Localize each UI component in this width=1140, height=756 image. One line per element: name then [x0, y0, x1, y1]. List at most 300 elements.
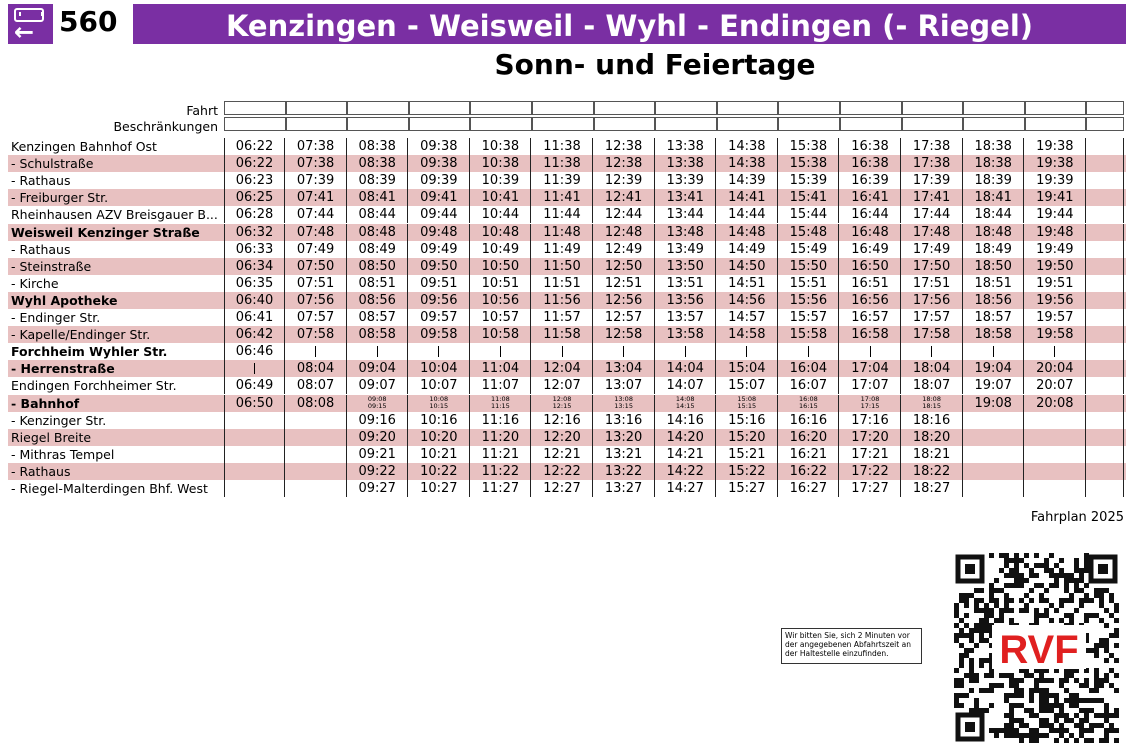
departure-time: 19:38 — [1025, 138, 1086, 155]
departure-time: 07:38 — [286, 155, 347, 172]
departure-time: 10:58 — [470, 326, 531, 343]
restriction-cell — [902, 117, 964, 131]
departure-time: 15:48 — [778, 224, 839, 241]
departure-time: 14:44 — [717, 206, 778, 223]
departure-time — [1086, 309, 1124, 326]
departure-time: 09:38 — [409, 155, 470, 172]
stop-name: - Riegel-Malterdingen Bhf. West — [11, 481, 208, 496]
departure-time: 17:39 — [902, 172, 963, 189]
departure-time: 12:51 — [594, 275, 655, 292]
table-row — [8, 292, 1126, 309]
departure-time: 14:38 — [717, 138, 778, 155]
departure-time: 14:50 — [717, 258, 778, 275]
departure-time: 11:51 — [532, 275, 593, 292]
departure-time: 14:21 — [655, 446, 716, 463]
departure-time: 18:16 — [902, 412, 963, 429]
departure-time: 13:50 — [655, 258, 716, 275]
departure-time: 13:21 — [594, 446, 655, 463]
departure-time — [1086, 377, 1124, 394]
departure-time: 17:04 — [840, 360, 901, 377]
departure-time: 11:48 — [532, 224, 593, 241]
departure-time: 08:39 — [347, 172, 408, 189]
line-number: 560 — [53, 4, 133, 44]
departure-time: 06:46 — [224, 343, 285, 360]
table-row — [8, 463, 1126, 480]
restriction-cell — [347, 117, 409, 131]
departure-time: 17:56 — [902, 292, 963, 309]
departure-time: 15:44 — [778, 206, 839, 223]
departure-time: 18:38 — [963, 155, 1024, 172]
departure-time: 18:39 — [963, 172, 1024, 189]
departure-time: 10:44 — [470, 206, 531, 223]
departure-time: 06:25 — [224, 189, 285, 206]
pass-through-mark — [902, 343, 963, 360]
departure-time: 16:16 — [778, 412, 839, 429]
departure-time — [1086, 429, 1124, 446]
fahrt-cell — [409, 101, 471, 115]
departure-time: 15:50 — [778, 258, 839, 275]
departure-time: 12:57 — [594, 309, 655, 326]
departure-time — [1086, 224, 1124, 241]
fahrt-cell — [224, 101, 286, 115]
stop-name: Kenzingen Bahnhof Ost — [11, 139, 157, 154]
departure-time: 17:16 — [840, 412, 901, 429]
departure-time: 13:58 — [655, 326, 716, 343]
departure-time: 14:38 — [717, 155, 778, 172]
departure-time: 06:49 — [224, 377, 285, 394]
departure-time: 06:33 — [224, 241, 285, 258]
departure-time: 12:58 — [594, 326, 655, 343]
departure-time: 07:48 — [286, 224, 347, 241]
departure-time: 14:57 — [717, 309, 778, 326]
departure-time: 09:07 — [347, 377, 408, 394]
departure-time: 15:16 — [717, 412, 778, 429]
restriction-cell — [286, 117, 348, 131]
stop-name: Weisweil Kenzinger Straße — [11, 224, 200, 240]
restriction-cell — [409, 117, 471, 131]
departure-time: 14:41 — [717, 189, 778, 206]
departure-time: 10:50 — [470, 258, 531, 275]
departure-time — [286, 429, 347, 446]
pass-through-icon — [500, 346, 501, 357]
departure-time: 09:38 — [409, 138, 470, 155]
departure-time: 08:07 — [286, 377, 347, 394]
departure-time: 17:51 — [902, 275, 963, 292]
departure-time: 11:07 — [470, 377, 531, 394]
departure-time: 13:38 — [655, 155, 716, 172]
stop-name: - Kenzinger Str. — [11, 412, 107, 428]
departure-time: 12:44 — [594, 206, 655, 223]
departure-time: 15:57 — [778, 309, 839, 326]
departure-time — [286, 446, 347, 463]
pass-through-icon — [315, 346, 316, 357]
departure-time: 16:04 — [778, 360, 839, 377]
departure-time — [1086, 155, 1124, 172]
departure-time: 16:57 — [840, 309, 901, 326]
pass-through-icon — [438, 346, 439, 357]
stop-name: - Mithras Tempel — [11, 446, 115, 462]
departure-time: 20:04 — [1025, 360, 1086, 377]
departure-time: 18:27 — [902, 480, 963, 497]
departure-time: 13:51 — [655, 275, 716, 292]
departure-time: 16:20 — [778, 429, 839, 446]
departure-time: 10:41 — [470, 189, 531, 206]
departure-time: 12:27 — [532, 480, 593, 497]
back-to-route[interactable] — [8, 4, 50, 44]
stop-name: - Bahnhof — [11, 395, 80, 411]
table-row — [8, 155, 1126, 172]
table-row — [8, 360, 1126, 377]
departure-time: 16:56 — [840, 292, 901, 309]
departure-time — [1086, 326, 1124, 343]
departure-time — [963, 446, 1024, 463]
restriction-cell — [532, 117, 594, 131]
table-row — [8, 172, 1126, 189]
departure-time: 19:50 — [1025, 258, 1086, 275]
departure-time: 19:51 — [1025, 275, 1086, 292]
departure-time: 11:56 — [532, 292, 593, 309]
departure-time: 09:41 — [409, 189, 470, 206]
departure-time: 10:56 — [470, 292, 531, 309]
table-row — [8, 309, 1126, 326]
table-row — [8, 138, 1126, 155]
departure-time: 16:48 — [840, 224, 901, 241]
departure-time: 16:07 — [778, 377, 839, 394]
departure-time — [224, 480, 285, 497]
pass-through-mark — [655, 343, 716, 360]
departure-time: 13:57 — [655, 309, 716, 326]
departure-time: 15:51 — [778, 275, 839, 292]
departure-time — [1025, 463, 1086, 480]
departure-time: 07:58 — [286, 326, 347, 343]
departure-arrival-time: 18:08 18:15 — [902, 395, 963, 412]
departure-time: 12:48 — [594, 224, 655, 241]
departure-time — [1086, 189, 1124, 206]
departure-time: 14:07 — [655, 377, 716, 394]
departure-time: 09:44 — [409, 206, 470, 223]
departure-time: 09:27 — [347, 480, 408, 497]
departure-time: 08:38 — [347, 138, 408, 155]
departure-time: 19:39 — [1025, 172, 1086, 189]
pass-through-icon — [746, 346, 747, 357]
departure-time: 06:23 — [224, 172, 285, 189]
fahrt-label: Fahrt — [186, 103, 218, 118]
fahrt-cell — [902, 101, 964, 115]
departure-time: 10:20 — [409, 429, 470, 446]
departure-time: 08:48 — [347, 224, 408, 241]
route-title: Kenzingen - Weisweil - Wyhl - Endingen (- Riegel) — [225, 9, 1034, 43]
departure-time: 12:38 — [594, 138, 655, 155]
restriction-cell — [224, 117, 286, 131]
departure-time: 18:38 — [963, 138, 1024, 155]
stop-name: - Kapelle/Endinger Str. — [11, 327, 151, 343]
departure-time: 17:20 — [840, 429, 901, 446]
departure-time: 18:58 — [963, 326, 1024, 343]
departure-time: 17:27 — [840, 480, 901, 497]
departure-arrival-time: 13:08 13:15 — [594, 395, 655, 412]
departure-time: 17:07 — [840, 377, 901, 394]
departure-time: 13:41 — [655, 189, 716, 206]
departure-time: 10:57 — [470, 309, 531, 326]
departure-time: 12:22 — [532, 463, 593, 480]
departure-time: 11:58 — [532, 326, 593, 343]
departure-time: 11:38 — [532, 138, 593, 155]
departure-time: 10:51 — [470, 275, 531, 292]
departure-time: 14:48 — [717, 224, 778, 241]
restriction-cell — [840, 117, 902, 131]
departure-time: 06:22 — [224, 155, 285, 172]
table-row — [8, 275, 1126, 292]
pass-through-mark — [840, 343, 901, 360]
restriction-cell — [470, 117, 532, 131]
departure-time: 10:21 — [409, 446, 470, 463]
table-row — [8, 377, 1126, 394]
departure-time: 14:27 — [655, 480, 716, 497]
departure-time: 17:48 — [902, 224, 963, 241]
departure-time: 16:58 — [840, 326, 901, 343]
departure-time: 09:56 — [409, 292, 470, 309]
departure-time: 18:50 — [963, 258, 1024, 275]
departure-time: 20:07 — [1025, 377, 1086, 394]
fahrt-cell — [840, 101, 902, 115]
departure-time: 18:56 — [963, 292, 1024, 309]
departure-time: 16:21 — [778, 446, 839, 463]
departure-time: 13:27 — [594, 480, 655, 497]
departure-time: 13:38 — [655, 138, 716, 155]
departure-time: 19:38 — [1025, 155, 1086, 172]
departure-time: 19:41 — [1025, 189, 1086, 206]
departure-time — [1086, 172, 1124, 189]
departure-time: 08:58 — [347, 326, 408, 343]
departure-time: 17:22 — [840, 463, 901, 480]
departure-time — [1086, 395, 1124, 412]
pass-through-mark — [286, 343, 347, 360]
pass-through-icon — [562, 346, 563, 357]
departure-time: 20:08 — [1025, 395, 1086, 412]
departure-time: 18:49 — [963, 241, 1024, 258]
departure-time — [224, 429, 285, 446]
departure-time: 10:48 — [470, 224, 531, 241]
departure-time: 07:39 — [286, 172, 347, 189]
left-arrow-icon: ← — [14, 18, 35, 46]
restriction-cell — [963, 117, 1025, 131]
departure-time — [286, 480, 347, 497]
restrictions-label: Beschränkungen — [113, 119, 218, 134]
departure-time: 07:38 — [286, 138, 347, 155]
departure-time: 08:41 — [347, 189, 408, 206]
departure-time: 08:08 — [286, 395, 347, 412]
departure-time: 17:38 — [902, 138, 963, 155]
departure-time: 09:57 — [409, 309, 470, 326]
notice-box: Wir bitten Sie, sich 2 Minuten vor der angegebenen Abfahrtszeit an der Haltestelle einzufinden. — [781, 628, 922, 664]
departure-time: 11:38 — [532, 155, 593, 172]
departure-time: 14:39 — [717, 172, 778, 189]
departure-time: 09:51 — [409, 275, 470, 292]
table-row — [8, 412, 1126, 429]
departure-time: 10:38 — [470, 155, 531, 172]
departure-time — [286, 463, 347, 480]
departure-time: 10:16 — [409, 412, 470, 429]
departure-time: 19:58 — [1025, 326, 1086, 343]
departure-time: 15:58 — [778, 326, 839, 343]
table-row — [8, 395, 1126, 412]
departure-time — [286, 412, 347, 429]
departure-time — [224, 446, 285, 463]
departure-time: 15:39 — [778, 172, 839, 189]
departure-time: 13:44 — [655, 206, 716, 223]
table-row — [8, 224, 1126, 241]
pass-through-mark — [347, 343, 408, 360]
departure-time: 18:20 — [902, 429, 963, 446]
departure-time: 16:38 — [840, 138, 901, 155]
stop-name: - Rathaus — [11, 173, 71, 189]
fahrt-cell — [286, 101, 348, 115]
departure-arrival-time: 10:08 10:15 — [409, 395, 470, 412]
departure-time: 14:51 — [717, 275, 778, 292]
departure-time: 16:27 — [778, 480, 839, 497]
departure-time: 15:56 — [778, 292, 839, 309]
departure-time: 16:44 — [840, 206, 901, 223]
stop-name: Wyhl Apotheke — [11, 292, 118, 308]
stop-name: Rheinhausen AZV Breisgauer B... — [11, 207, 218, 223]
departure-time: 17:44 — [902, 206, 963, 223]
pass-through-icon — [993, 346, 994, 357]
departure-time: 08:38 — [347, 155, 408, 172]
departure-time: 14:20 — [655, 429, 716, 446]
pass-through-icon — [870, 346, 871, 357]
departure-time: 12:38 — [594, 155, 655, 172]
departure-time: 18:22 — [902, 463, 963, 480]
fahrt-cell — [963, 101, 1025, 115]
departure-time: 16:49 — [840, 241, 901, 258]
departure-time: 07:44 — [286, 206, 347, 223]
departure-time: 07:56 — [286, 292, 347, 309]
stop-name: - Herrenstraße — [11, 361, 115, 377]
pass-through-icon — [1054, 346, 1055, 357]
departure-time: 06:22 — [224, 138, 285, 155]
departure-time: 19:07 — [963, 377, 1024, 394]
departure-arrival-time: 16:08 16:15 — [778, 395, 839, 412]
departure-time — [1025, 429, 1086, 446]
departure-time: 10:38 — [470, 138, 531, 155]
departure-time: 09:22 — [347, 463, 408, 480]
departure-arrival-time: 12:08 12:15 — [532, 395, 593, 412]
pass-through-mark — [1025, 343, 1086, 360]
pass-through-icon — [808, 346, 809, 357]
pass-through-mark — [963, 343, 1024, 360]
departure-time: 15:04 — [717, 360, 778, 377]
departure-time: 06:40 — [224, 292, 285, 309]
departure-time — [1086, 360, 1124, 377]
departure-time: 07:49 — [286, 241, 347, 258]
departure-time: 19:49 — [1025, 241, 1086, 258]
departure-time: 09:20 — [347, 429, 408, 446]
table-row — [8, 206, 1126, 223]
departure-time: 06:28 — [224, 206, 285, 223]
stop-name: Forchheim Wyhler Str. — [11, 344, 168, 360]
departure-time: 17:21 — [840, 446, 901, 463]
departure-time: 10:39 — [470, 172, 531, 189]
departure-time: 06:34 — [224, 258, 285, 275]
departure-time: 17:50 — [902, 258, 963, 275]
departure-time: 12:20 — [532, 429, 593, 446]
departure-time: 14:58 — [717, 326, 778, 343]
table-row — [8, 241, 1126, 258]
fahrt-cell — [1086, 101, 1124, 115]
departure-time: 13:04 — [594, 360, 655, 377]
departure-time: 10:49 — [470, 241, 531, 258]
fahrt-cell — [1025, 101, 1087, 115]
restriction-cell — [778, 117, 840, 131]
departure-time: 17:38 — [902, 155, 963, 172]
departure-time: 16:50 — [840, 258, 901, 275]
departure-arrival-time: 11:08 11:15 — [470, 395, 531, 412]
departure-time: 18:41 — [963, 189, 1024, 206]
departure-time: 15:07 — [717, 377, 778, 394]
departure-time — [1086, 480, 1124, 497]
departure-time — [1086, 138, 1124, 155]
departure-time: 06:50 — [224, 395, 285, 412]
departure-time: 16:22 — [778, 463, 839, 480]
departure-time: 13:07 — [594, 377, 655, 394]
departure-time: 18:57 — [963, 309, 1024, 326]
departure-time: 09:21 — [347, 446, 408, 463]
departure-time: 15:20 — [717, 429, 778, 446]
subtitle: Sonn- und Feiertage — [494, 48, 816, 81]
pass-through-icon — [254, 363, 255, 374]
departure-time: 14:16 — [655, 412, 716, 429]
departure-time: 13:56 — [655, 292, 716, 309]
departure-time: 19:08 — [963, 395, 1024, 412]
departure-time: 08:50 — [347, 258, 408, 275]
departure-arrival-time: 17:08 17:15 — [840, 395, 901, 412]
pass-through-mark — [409, 343, 470, 360]
departure-time: 11:39 — [532, 172, 593, 189]
pass-through-mark — [594, 343, 655, 360]
departure-time: 18:51 — [963, 275, 1024, 292]
departure-time: 07:57 — [286, 309, 347, 326]
departure-time: 15:38 — [778, 138, 839, 155]
departure-time: 12:04 — [532, 360, 593, 377]
departure-time: 11:27 — [470, 480, 531, 497]
departure-time: 07:50 — [286, 258, 347, 275]
departure-time: 18:21 — [902, 446, 963, 463]
departure-time: 11:22 — [470, 463, 531, 480]
departure-time: 13:49 — [655, 241, 716, 258]
departure-time: 08:04 — [286, 360, 347, 377]
departure-time — [1086, 446, 1124, 463]
departure-time: 16:39 — [840, 172, 901, 189]
departure-time: 12:07 — [532, 377, 593, 394]
departure-time: 13:22 — [594, 463, 655, 480]
departure-time: 09:48 — [409, 224, 470, 241]
pass-through-icon — [685, 346, 686, 357]
pass-through-mark — [224, 360, 285, 377]
departure-time: 17:41 — [902, 189, 963, 206]
departure-time: 14:49 — [717, 241, 778, 258]
departure-time — [963, 429, 1024, 446]
departure-time: 17:58 — [902, 326, 963, 343]
stop-name: - Endinger Str. — [11, 310, 101, 325]
departure-time — [1025, 446, 1086, 463]
fahrt-cell — [532, 101, 594, 115]
departure-time: 12:56 — [594, 292, 655, 309]
departure-time: 11:16 — [470, 412, 531, 429]
departure-time: 18:44 — [963, 206, 1024, 223]
departure-time — [1086, 275, 1124, 292]
restriction-cell — [594, 117, 656, 131]
departure-time: 11:41 — [532, 189, 593, 206]
